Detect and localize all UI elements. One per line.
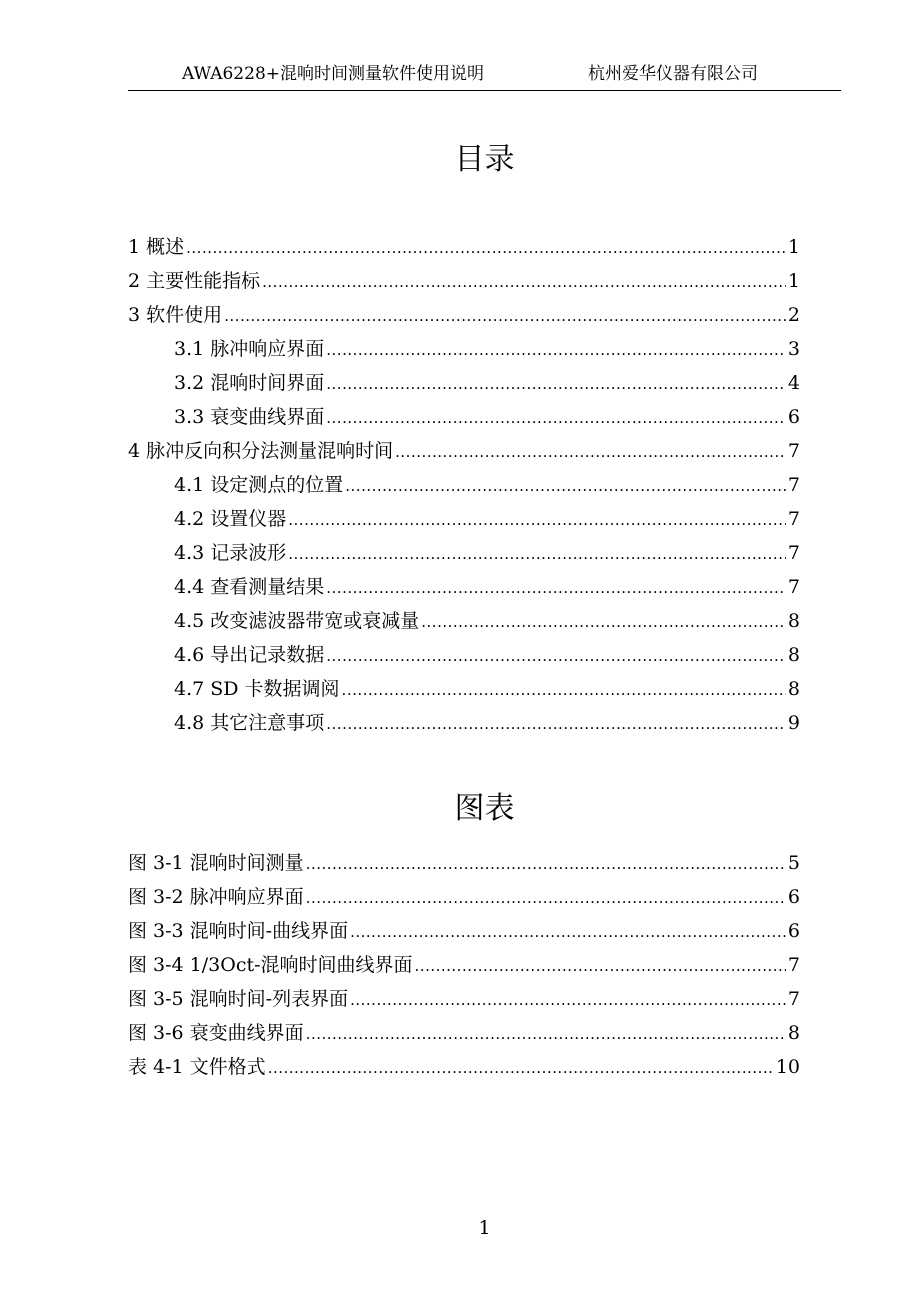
figure-entry-label: 图 3-4 1/3Oct-混响时间曲线界面 [128, 954, 413, 976]
toc-entry-page: 3 [787, 338, 800, 360]
dot-leader [415, 949, 786, 983]
toc-entry-page: 1 [787, 270, 800, 292]
dot-leader [224, 299, 786, 333]
dot-leader [421, 605, 786, 639]
toc-entry[interactable] [128, 468, 800, 502]
dot-leader [306, 847, 786, 881]
dot-leader [186, 231, 786, 265]
toc-entry-label: 3 软件使用 [128, 304, 223, 326]
toc-entry-page: 9 [787, 712, 800, 734]
toc-entry[interactable] [128, 332, 800, 366]
toc-entry-label: 4.5 改变滤波器带宽或衰减量 [174, 610, 420, 632]
toc-entry[interactable] [128, 400, 800, 434]
toc-entry-page: 7 [787, 440, 800, 462]
toc-entry[interactable] [128, 672, 800, 706]
figure-entry[interactable] [128, 1050, 800, 1084]
figure-entry[interactable] [128, 880, 800, 914]
figure-entry[interactable] [128, 846, 800, 880]
page-header [128, 62, 841, 91]
toc-entry-label: 4.6 导出记录数据 [174, 644, 325, 666]
dot-leader [326, 333, 786, 367]
toc-entry[interactable] [128, 706, 800, 740]
figure-entry-label: 图 3-6 衰变曲线界面 [128, 1022, 304, 1044]
toc-entry-label: 4.3 记录波形 [174, 542, 287, 564]
toc-entry[interactable] [128, 570, 800, 604]
figure-entry-page: 10 [775, 1056, 800, 1078]
toc-list [128, 230, 800, 740]
toc-entry-label: 4.8 其它注意事项 [174, 712, 325, 734]
figure-entry-label: 图 3-3 混响时间-曲线界面 [128, 920, 349, 942]
toc-entry-label: 4.2 设置仪器 [174, 508, 287, 530]
figure-entry-page: 6 [787, 920, 800, 942]
dot-leader [326, 367, 786, 401]
figure-entry-page: 6 [787, 886, 800, 908]
toc-entry-label: 3.3 衰变曲线界面 [174, 406, 325, 428]
figure-entry-page: 7 [787, 988, 800, 1010]
toc-entry-page: 1 [787, 236, 800, 258]
dot-leader [288, 537, 786, 571]
toc-entry-label: 4.7 SD 卡数据调阅 [174, 678, 340, 700]
dot-leader [350, 983, 786, 1017]
toc-entry-label: 1 概述 [128, 236, 185, 258]
toc-entry-page: 6 [787, 406, 800, 428]
toc-entry-page: 4 [787, 372, 800, 394]
dot-leader [306, 1017, 786, 1051]
toc-entry[interactable] [128, 366, 800, 400]
figure-entry-label: 图 3-2 脉冲响应界面 [128, 886, 304, 908]
dot-leader [262, 265, 786, 299]
dot-leader [306, 881, 786, 915]
toc-entry-label: 3.2 混响时间界面 [174, 372, 325, 394]
toc-entry[interactable] [128, 264, 800, 298]
toc-entry[interactable] [128, 298, 800, 332]
toc-entry-page: 7 [787, 474, 800, 496]
toc-entry-label: 2 主要性能指标 [128, 270, 261, 292]
figure-entry-page: 8 [787, 1022, 800, 1044]
toc-entry[interactable] [128, 434, 800, 468]
toc-entry[interactable] [128, 604, 800, 638]
figure-entry[interactable] [128, 982, 800, 1016]
dot-leader [268, 1051, 774, 1085]
figures-heading: 图表 [454, 791, 515, 826]
toc-entry-page: 8 [787, 610, 800, 632]
page-number: 1 [478, 1217, 491, 1239]
toc-entry-page: 8 [787, 644, 800, 666]
toc-entry-label: 4 脉冲反向积分法测量混响时间 [128, 440, 394, 462]
toc-entry-page: 2 [787, 304, 800, 326]
dot-leader [345, 469, 786, 503]
company-name: 杭州爱华仪器有限公司 [588, 64, 758, 84]
toc-entry[interactable] [128, 536, 800, 570]
dot-leader [350, 915, 786, 949]
figure-entry[interactable] [128, 914, 800, 948]
figure-entry[interactable] [128, 948, 800, 982]
toc-entry-label: 3.1 脉冲响应界面 [174, 338, 325, 360]
toc-entry-page: 7 [787, 508, 800, 530]
figure-entry-label: 图 3-5 混响时间-列表界面 [128, 988, 349, 1010]
toc-entry-page: 8 [787, 678, 800, 700]
dot-leader [326, 639, 786, 673]
figure-entry-page: 5 [787, 852, 800, 874]
toc-heading: 目录 [454, 142, 515, 177]
figure-entry-label: 表 4-1 文件格式 [128, 1056, 266, 1078]
dot-leader [288, 503, 786, 537]
dot-leader [395, 435, 786, 469]
document-title: AWA6228+混响时间测量软件使用说明 [182, 64, 484, 84]
figure-entry-page: 7 [787, 954, 800, 976]
toc-entry-page: 7 [787, 576, 800, 598]
toc-entry-page: 7 [787, 542, 800, 564]
toc-entry[interactable] [128, 502, 800, 536]
toc-entry[interactable] [128, 230, 800, 264]
toc-entry[interactable] [128, 638, 800, 672]
dot-leader [342, 673, 786, 707]
dot-leader [326, 401, 786, 435]
toc-entry-label: 4.4 查看测量结果 [174, 576, 325, 598]
figures-list [128, 846, 800, 1084]
dot-leader [326, 571, 786, 605]
toc-entry-label: 4.1 设定测点的位置 [174, 474, 344, 496]
dot-leader [326, 707, 786, 741]
figure-entry[interactable] [128, 1016, 800, 1050]
figure-entry-label: 图 3-1 混响时间测量 [128, 852, 304, 874]
